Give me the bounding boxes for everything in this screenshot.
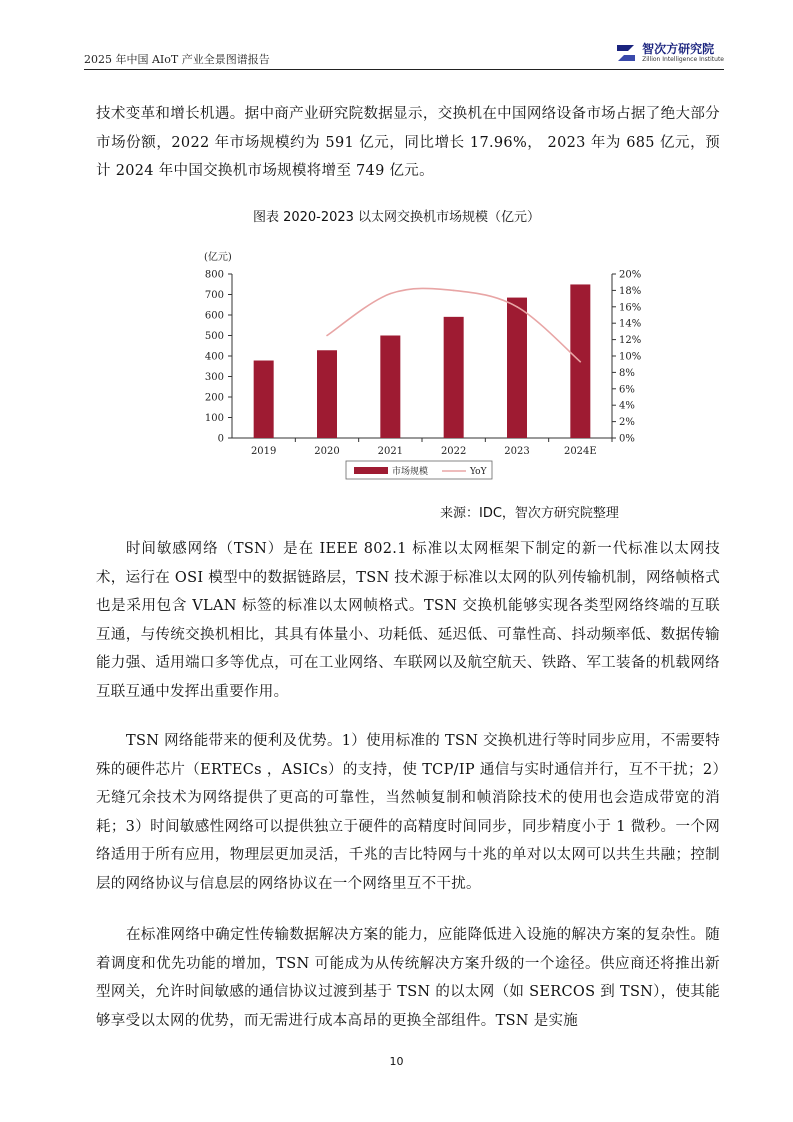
y2-tick-label: 0% [619, 433, 635, 445]
x-tick-label: 2021 [377, 446, 404, 457]
y2-tick-label: 2% [619, 417, 635, 429]
page-header [84, 44, 724, 68]
paragraph-4: 在标准网络中确定性传输数据解决方案的能力，应能降低进入设施的解决方案的复杂性。随着调度和优先功能的增加，TSN 可能成为从传统解决方案升级的一个途径。供应商还将推出新型网关，允许时间敏感的通信协议过渡到基于 TSN 的以太网（如 SERCOS 到 TSN），使其能够享受以太网的优势，而无需进行成本高昂的更换全部组件。TSN 是实施 [96, 927, 720, 1029]
y-axis-label: (亿元) [204, 252, 232, 263]
x-tick-label: 2022 [440, 446, 467, 457]
y2-tick-label: 6% [619, 384, 635, 396]
y2-tick-label: 10% [619, 351, 642, 363]
logo-name-cn: 智次方研究院 [642, 42, 715, 56]
yoy-point [580, 361, 582, 363]
paragraph-3: TSN 网络能带来的便利及优势。1）使用标准的 TSN 交换机进行等时同步应用，不需要特殊的硬件芯片（ERTECs ，ASICs）的支持，使 TCP/IP 通信与实时通信并行，互不干扰；2）无缝冗余技术为网络提供了更高的可靠性，当然帧复制和帧消除技术的使用也会造成带宽的消耗；3）时间敏感性网络可以提供独立于硬件的高精度时间同步，同步精度小于 1 微秒。一个网络适用于所有应用，物理层更加灵活，千兆的吉比特网与十兆的单对以太网可以共生共融；控制层的网络协议与信息层的网络协议在一个网络里互不干扰。 [96, 733, 720, 892]
yoy-point [516, 306, 518, 308]
x-tick-label: 2019 [250, 446, 277, 457]
y-tick-label: 300 [204, 372, 224, 383]
report-title: 2025 年中国 AIoT 产业全景图谱报告 [84, 53, 270, 66]
switch-market-chart [180, 238, 650, 490]
y2-tick-label: 14% [619, 318, 642, 330]
y2-tick-label: 18% [619, 285, 642, 297]
x-tick-label: 2023 [504, 446, 530, 457]
y2-tick-label: 8% [619, 367, 635, 379]
bar-2019 [254, 361, 274, 438]
y-tick-label: 800 [204, 269, 224, 281]
yoy-point [326, 335, 328, 337]
y-tick-label: 0 [217, 433, 224, 445]
paragraph-2: 时间敏感网络（TSN）是在 IEEE 802.1 标准以太网框架下制定的新一代标准以太网技术，运行在 OSI 模型中的数据链路层，TSN 技术源于标准以太网的队列传输机制，网络帧格式也是采用包含 VLAN 标签的标准以太网帧格式。TSN 交换机能够实现各类型网络终端的互联互通，与传统交换机相比，其具有体量小、功耗低、延迟低、可靠性高、抖动频率低、数据传输能力强、适用端口多等优点，可在工业网络、车联网以及航空航天、铁路、军工装备的机载网络互联互通中发挥出重要作用。 [96, 541, 720, 700]
y-tick-label: 500 [204, 331, 224, 342]
y2-tick-label: 20% [619, 269, 642, 281]
chart-source: 来源：IDC，智次方研究院整理 [440, 506, 619, 521]
logo-name-en: Zillion Intelligence Institute [642, 56, 724, 63]
logo-mark-icon [614, 41, 638, 65]
page-number: 10 [389, 1055, 404, 1068]
y2-tick-label: 12% [619, 335, 642, 347]
y2-tick-label: 4% [619, 400, 635, 412]
logo [614, 40, 724, 66]
legend-swatch-bar [354, 467, 388, 474]
chart-title: 图表 2020-2023 以太网交换机市场规模（亿元） [252, 210, 541, 225]
yoy-point [453, 290, 455, 292]
y2-tick-label: 16% [619, 302, 642, 314]
legend-label-bar: 市场规模 [392, 467, 429, 477]
bar-2023 [507, 298, 527, 438]
y-tick-label: 600 [204, 310, 224, 322]
bar-2022 [444, 317, 464, 438]
x-tick-label: 2020 [314, 446, 340, 457]
bar-2021 [380, 336, 400, 439]
bar-2020 [317, 350, 337, 438]
x-tick-label: 2024E [563, 446, 597, 457]
header-divider [84, 69, 724, 70]
y-tick-label: 100 [204, 413, 224, 424]
y-tick-label: 700 [204, 290, 224, 301]
yoy-point [390, 293, 392, 295]
legend-label-line: YoY [470, 467, 487, 477]
paragraph-1: 技术变革和增长机遇。据中商产业研究院数据显示，交换机在中国网络设备市场占据了绝大部分市场份额，2022 年市场规模约为 591 亿元，同比增长 17.96%， 2023 年为 685 亿元，预计 2024 年中国交换机市场规模将增至 749 亿元。 [96, 106, 720, 179]
y-tick-label: 400 [204, 351, 224, 363]
y-tick-label: 200 [204, 392, 224, 404]
